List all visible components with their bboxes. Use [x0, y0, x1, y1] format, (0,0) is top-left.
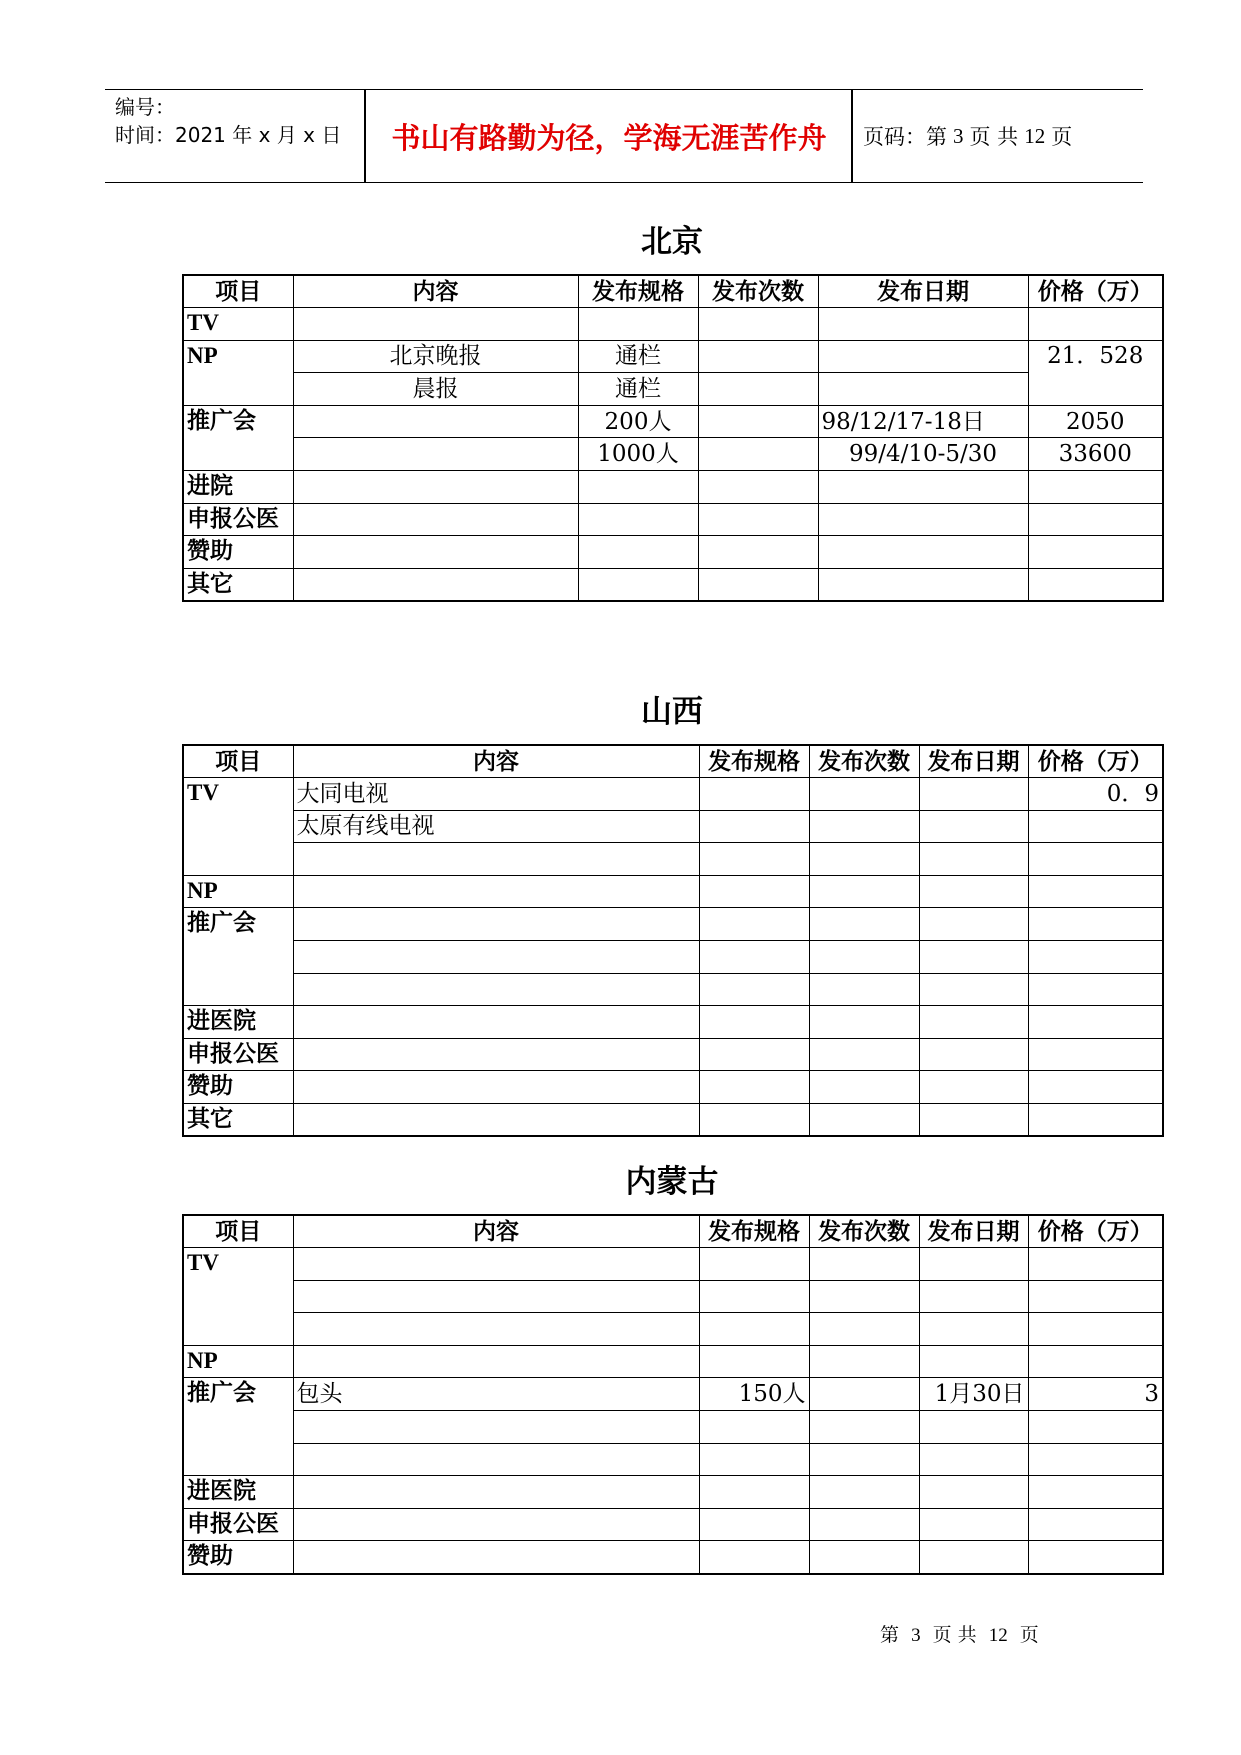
col-header: 价格（万） [1028, 1215, 1163, 1248]
table-row [183, 340, 1163, 373]
section-title-shanxi: 山西 [641, 694, 703, 730]
col-header: 发布规格 [578, 275, 698, 308]
table-row [183, 405, 1163, 438]
col-header: 价格（万） [1028, 745, 1163, 778]
col-header: 发布次数 [809, 1215, 919, 1248]
section-title-beijing: 北京 [641, 224, 703, 260]
category-public-med: 申报公医 [183, 1038, 293, 1071]
header-divider [364, 90, 366, 182]
col-header: 项目 [183, 745, 293, 778]
cell-content: 太原有线电视 [293, 810, 699, 843]
category-sponsor: 赞助 [183, 1541, 293, 1574]
table-row [183, 1280, 1163, 1313]
page-prefix: 页码：第 [863, 125, 947, 149]
table-row [183, 1476, 1163, 1509]
col-header: 内容 [293, 1215, 699, 1248]
cell-date: 1月30日 [919, 1378, 1028, 1411]
cell-price: 2050 [1028, 405, 1163, 438]
table-row [183, 1104, 1163, 1137]
cell-date: 99/4/10-5/30 [818, 438, 1028, 471]
header-meta [115, 93, 341, 149]
cell-spec: 通栏 [578, 373, 698, 406]
table-row [183, 471, 1163, 504]
category-np: NP [183, 875, 293, 908]
col-header: 发布次数 [698, 275, 818, 308]
col-header: 价格（万） [1028, 275, 1163, 308]
table-row [183, 875, 1163, 908]
header-motto: 书山有路勤为径，学海无涯苦作舟 [391, 120, 827, 155]
cell-price: 0．9 [1028, 778, 1163, 811]
cell-price: 33600 [1028, 438, 1163, 471]
table-row [183, 1071, 1163, 1104]
cell-spec: 通栏 [578, 340, 698, 373]
table-row [183, 843, 1163, 876]
table-row [183, 1541, 1163, 1574]
table-row [183, 1411, 1163, 1444]
table-header-row [183, 745, 1163, 778]
table-beijing [182, 274, 1164, 602]
cell-spec: 200人 [578, 405, 698, 438]
page-total: 12 [1024, 123, 1046, 148]
cell-price: 3 [1028, 1378, 1163, 1411]
table-row [183, 1313, 1163, 1346]
category-np: NP [183, 340, 293, 405]
table-row [183, 568, 1163, 601]
category-public-med: 申报公医 [183, 503, 293, 536]
table-header-row [183, 275, 1163, 308]
table-row [183, 536, 1163, 569]
cell-content: 包头 [293, 1378, 699, 1411]
table-shanxi [182, 744, 1164, 1137]
header-page-number [863, 90, 1072, 182]
cell-spec: 1000人 [578, 438, 698, 471]
cell-spec: 150人 [699, 1378, 809, 1411]
col-header: 内容 [293, 275, 578, 308]
footer-prefix: 第 [880, 1624, 900, 1646]
category-sponsor: 赞助 [183, 1071, 293, 1104]
table-row [183, 1006, 1163, 1039]
category-np: NP [183, 1345, 293, 1378]
col-header: 发布次数 [809, 745, 919, 778]
col-header: 发布规格 [699, 745, 809, 778]
footer-current: 3 [911, 1625, 921, 1646]
footer-suffix: 页 [1019, 1624, 1039, 1646]
table-row [183, 503, 1163, 536]
table-row [183, 973, 1163, 1006]
category-other: 其它 [183, 1104, 293, 1137]
cell-content: 大同电视 [293, 778, 699, 811]
table-neimenggu [182, 1214, 1164, 1575]
cell-content: 晨报 [293, 373, 578, 406]
category-tv: TV [183, 1248, 293, 1346]
table-row [183, 908, 1163, 941]
cell-price: 21．528 [1028, 340, 1163, 405]
col-header: 发布规格 [699, 1215, 809, 1248]
page-middle: 页 共 [969, 125, 1019, 149]
table-row [183, 1378, 1163, 1411]
code-label: 编号： [115, 95, 175, 119]
col-header: 发布日期 [919, 745, 1028, 778]
col-header: 内容 [293, 745, 699, 778]
table-row [183, 778, 1163, 811]
category-tv: TV [183, 308, 293, 341]
cell-date: 98/12/17-18日 [818, 405, 1028, 438]
table-row [183, 1038, 1163, 1071]
category-promo: 推广会 [183, 405, 293, 438]
category-hospital: 进院 [183, 471, 293, 504]
section-title-neimenggu: 内蒙古 [625, 1164, 719, 1200]
col-header: 项目 [183, 1215, 293, 1248]
category-promo: 推广会 [183, 908, 293, 1006]
table-row [183, 1248, 1163, 1281]
col-header: 发布日期 [919, 1215, 1028, 1248]
category-tv: TV [183, 778, 293, 876]
table-row [183, 308, 1163, 341]
table-row [183, 438, 1163, 471]
page-suffix: 页 [1051, 125, 1073, 149]
page-header [105, 89, 1143, 183]
page-current: 3 [953, 123, 964, 148]
category-public-med: 申报公医 [183, 1508, 293, 1541]
col-header: 项目 [183, 275, 293, 308]
table-row [183, 1508, 1163, 1541]
table-row [183, 1345, 1163, 1378]
category-hospital: 进医院 [183, 1006, 293, 1039]
category-sponsor: 赞助 [183, 536, 293, 569]
category-promo: 推广会 [183, 1378, 293, 1476]
category-hospital: 进医院 [183, 1476, 293, 1509]
page-footer [880, 1620, 1039, 1647]
table-row [183, 373, 1163, 406]
table-row [183, 810, 1163, 843]
time-label: 时间：2021 年 x 月 x 日 [115, 123, 342, 147]
footer-total: 12 [988, 1625, 1008, 1646]
table-row [183, 1443, 1163, 1476]
table-row [183, 941, 1163, 974]
category-other: 其它 [183, 568, 293, 601]
col-header: 发布日期 [818, 275, 1028, 308]
footer-middle: 页 共 [932, 1624, 977, 1646]
table-header-row [183, 1215, 1163, 1248]
header-divider [851, 90, 853, 182]
cell-content: 北京晚报 [293, 340, 578, 373]
